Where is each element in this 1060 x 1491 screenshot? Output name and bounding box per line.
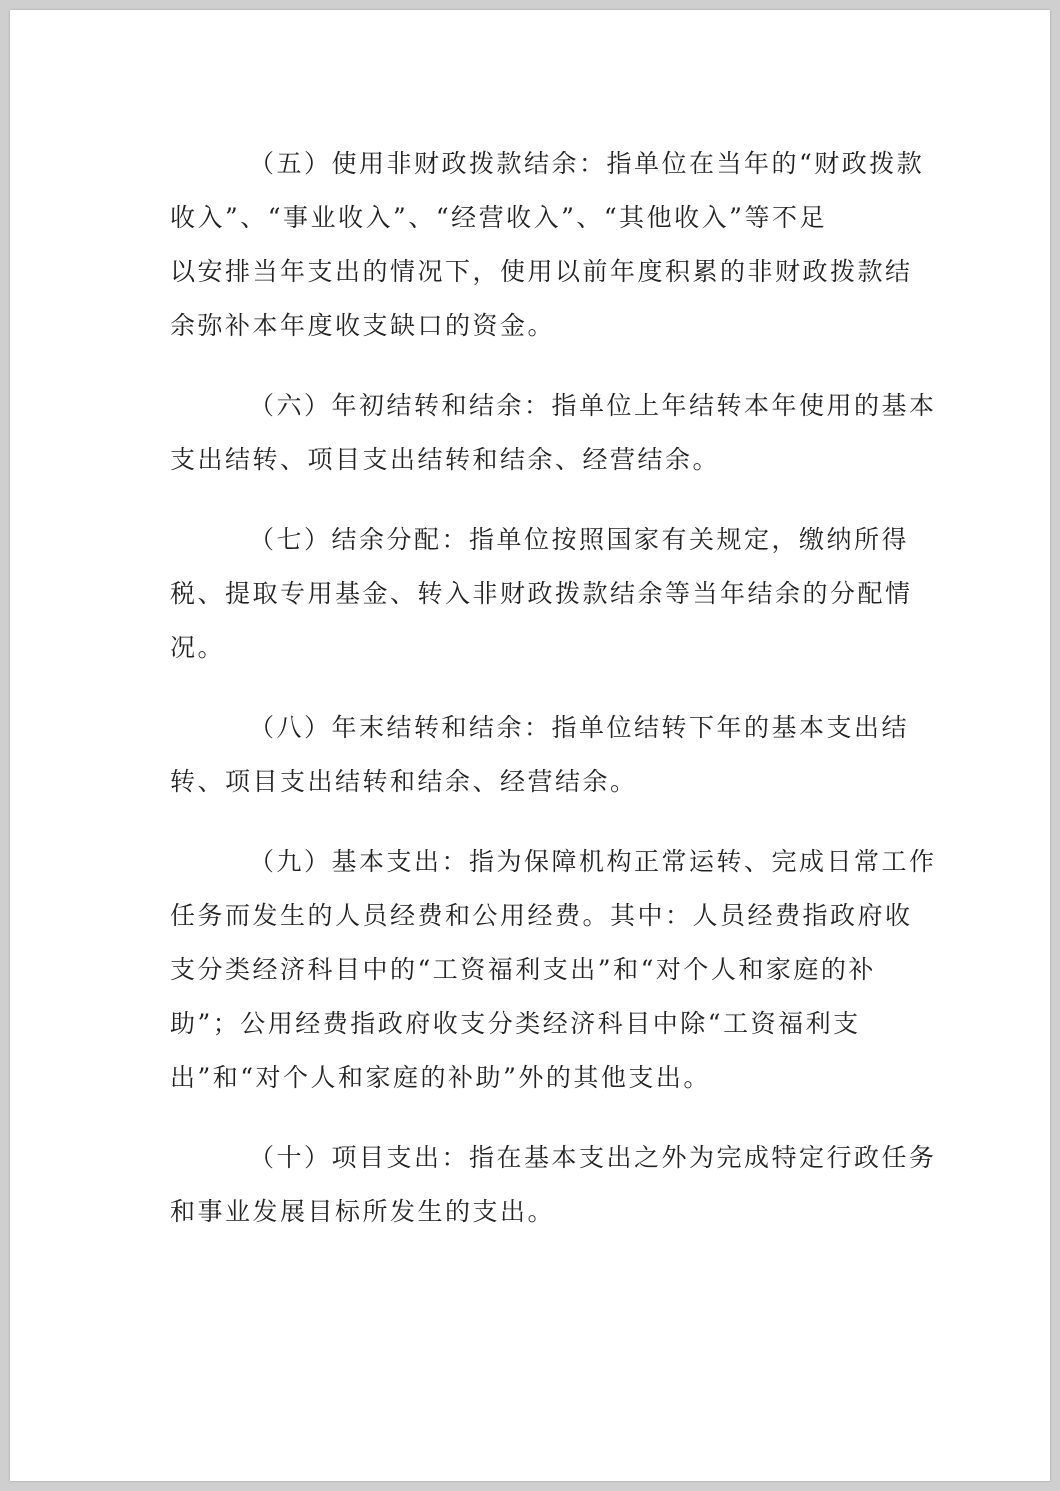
text-line: 出”和“对个人和家庭的补助”外的其他支出。 xyxy=(170,1063,711,1092)
text-line: 任务而发生的人员经费和公用经费。其中：人员经费指政府收 xyxy=(170,901,913,930)
text-line: 收入”、“事业收入”、“经营收入”、“其他收入”等不足 xyxy=(170,203,827,232)
paragraph-7 xyxy=(170,513,913,675)
text-line: （八）年末结转和结余：指单位结转下年的基本支出结 xyxy=(249,713,910,742)
text-line: 余弥补本年度收支缺口的资金。 xyxy=(170,311,556,340)
text-line: 转、项目支出结转和结余、经营结余。 xyxy=(170,767,638,796)
paragraph-9 xyxy=(170,835,937,1105)
text-line: 况。 xyxy=(170,633,226,662)
text-line: 助”；公用经费指政府收支分类经济科目中除“工资福利支 xyxy=(170,1009,861,1038)
text-line: （十）项目支出：指在基本支出之外为完成特定行政任务 xyxy=(249,1143,937,1172)
paragraph-6 xyxy=(170,379,937,487)
paragraph-5 xyxy=(170,137,925,353)
text-line: 以安排当年支出的情况下，使用以前年度积累的非财政拨款结 xyxy=(170,257,913,286)
paragraph-8 xyxy=(170,701,910,809)
text-line: （七）结余分配：指单位按照国家有关规定，缴纳所得 xyxy=(249,525,910,554)
text-line: （六）年初结转和结余：指单位上年结转本年使用的基本 xyxy=(249,391,937,420)
text-line: （五）使用非财政拨款结余：指单位在当年的“财政拨款 xyxy=(249,149,925,178)
text-line: 支分类经济科目中的“工资福利支出”和“对个人和家庭的补 xyxy=(170,955,876,984)
document-page xyxy=(10,10,1050,1481)
text-line: 和事业发展目标所发生的支出。 xyxy=(170,1197,556,1226)
text-line: （九）基本支出：指为保障机构正常运转、完成日常工作 xyxy=(249,847,937,876)
text-line: 支出结转、项目支出结转和结余、经营结余。 xyxy=(170,445,721,474)
document-body xyxy=(170,137,937,1265)
paragraph-10 xyxy=(170,1131,937,1239)
text-line: 税、提取专用基金、转入非财政拨款结余等当年结余的分配情 xyxy=(170,579,913,608)
